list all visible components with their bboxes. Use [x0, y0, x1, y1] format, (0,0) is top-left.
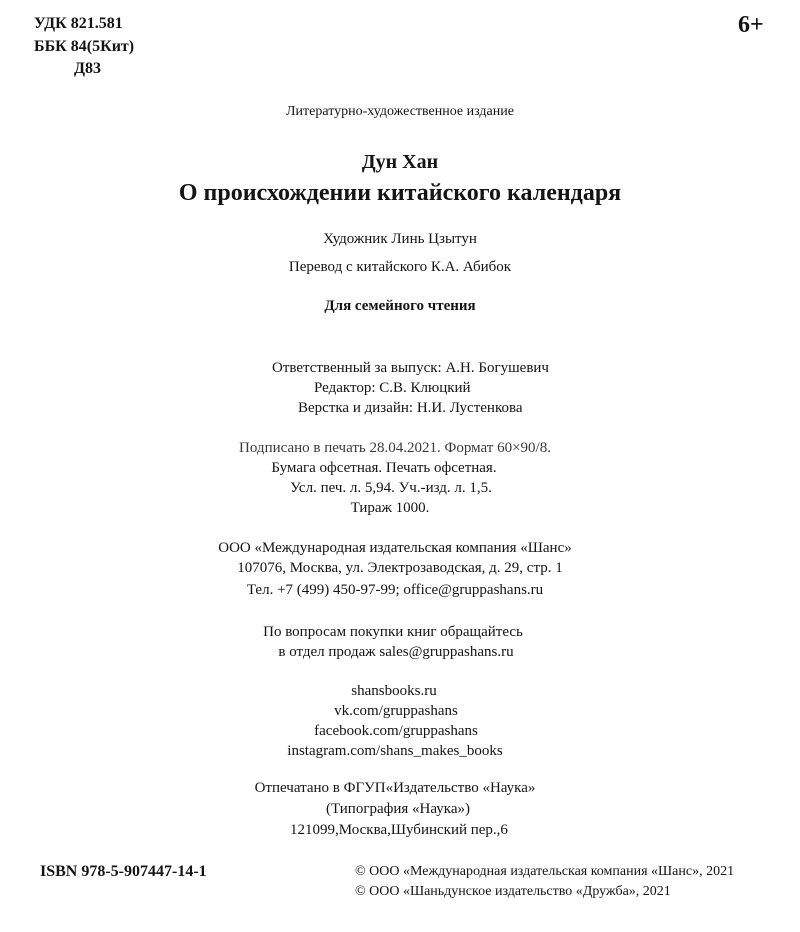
publisher-contacts: Тел. +7 (499) 450-97-99; office@gruppashans.ru	[246, 582, 544, 598]
publisher-block	[0, 538, 800, 600]
author-code: Д83	[74, 60, 102, 77]
edition-type: Литературно-художественное издание	[286, 104, 514, 119]
print-info-line: Усл. печ. л. 5,94. Уч.-изд. л. 1,5.	[290, 480, 492, 496]
link-site[interactable]: shansbooks.ru	[351, 683, 437, 699]
sales-block	[0, 622, 800, 662]
publisher-name: ООО «Международная издательская компания «Шанс»	[218, 540, 572, 556]
udk-code: УДК 821.581	[34, 15, 123, 32]
print-info-block	[0, 438, 800, 518]
bbk-code: ББК 84(5Кит)	[34, 38, 135, 55]
credits-block	[272, 358, 549, 418]
printer-line: Отпечатано в ФГУП«Издательство «Наука»	[254, 780, 536, 796]
sales-line: в отдел продаж sales@gruppashans.ru	[278, 644, 514, 660]
isbn: ISBN 978-5-907447-14-1	[40, 863, 207, 880]
printer-line: 121099,Москва,Шубинский пер.,6	[290, 822, 508, 838]
sales-line: По вопросам покупки книг обращайтесь	[263, 624, 523, 640]
author-name: Дун Хан	[361, 151, 439, 173]
publisher-address: 107076, Москва, ул. Электрозаводская, д. 29, стр. 1	[237, 560, 563, 576]
link-instagram[interactable]: instagram.com/shans_makes_books	[287, 743, 503, 759]
credit-line: Редактор: С.В. Клюцкий	[314, 380, 471, 396]
credit-line: Ответственный за выпуск: А.Н. Богушевич	[272, 360, 549, 376]
book-title: О происхождении китайского календаря	[178, 180, 622, 206]
print-info-line: Бумага офсетная. Печать офсетная.	[271, 460, 497, 476]
copyright-line: © ООО «Международная издательская компания «Шанс», 2021	[355, 864, 735, 879]
print-info-line: Подписано в печать 28.04.2021. Формат 60×90/8.	[239, 440, 551, 456]
link-facebook[interactable]: facebook.com/gruppashans	[314, 723, 478, 739]
link-vk[interactable]: vk.com/gruppashans	[334, 703, 458, 719]
copyright-block	[355, 862, 734, 902]
links-block	[0, 681, 800, 761]
printer-line: (Типография «Наука»)	[326, 801, 470, 817]
print-info-line: Тираж 1000.	[350, 500, 430, 516]
translator: Перевод с китайского К.А. Абибок	[288, 259, 512, 275]
printer-block	[0, 778, 800, 841]
illustrator: Художник Линь Цзытун	[323, 231, 477, 247]
age-rating: 6+	[738, 12, 764, 38]
credit-line: Верстка и дизайн: Н.И. Лустенкова	[298, 400, 523, 416]
copyright-line: © ООО «Шаньдунское издательство «Дружба», 2021	[355, 884, 671, 899]
audience-note: Для семейного чтения	[324, 298, 476, 314]
